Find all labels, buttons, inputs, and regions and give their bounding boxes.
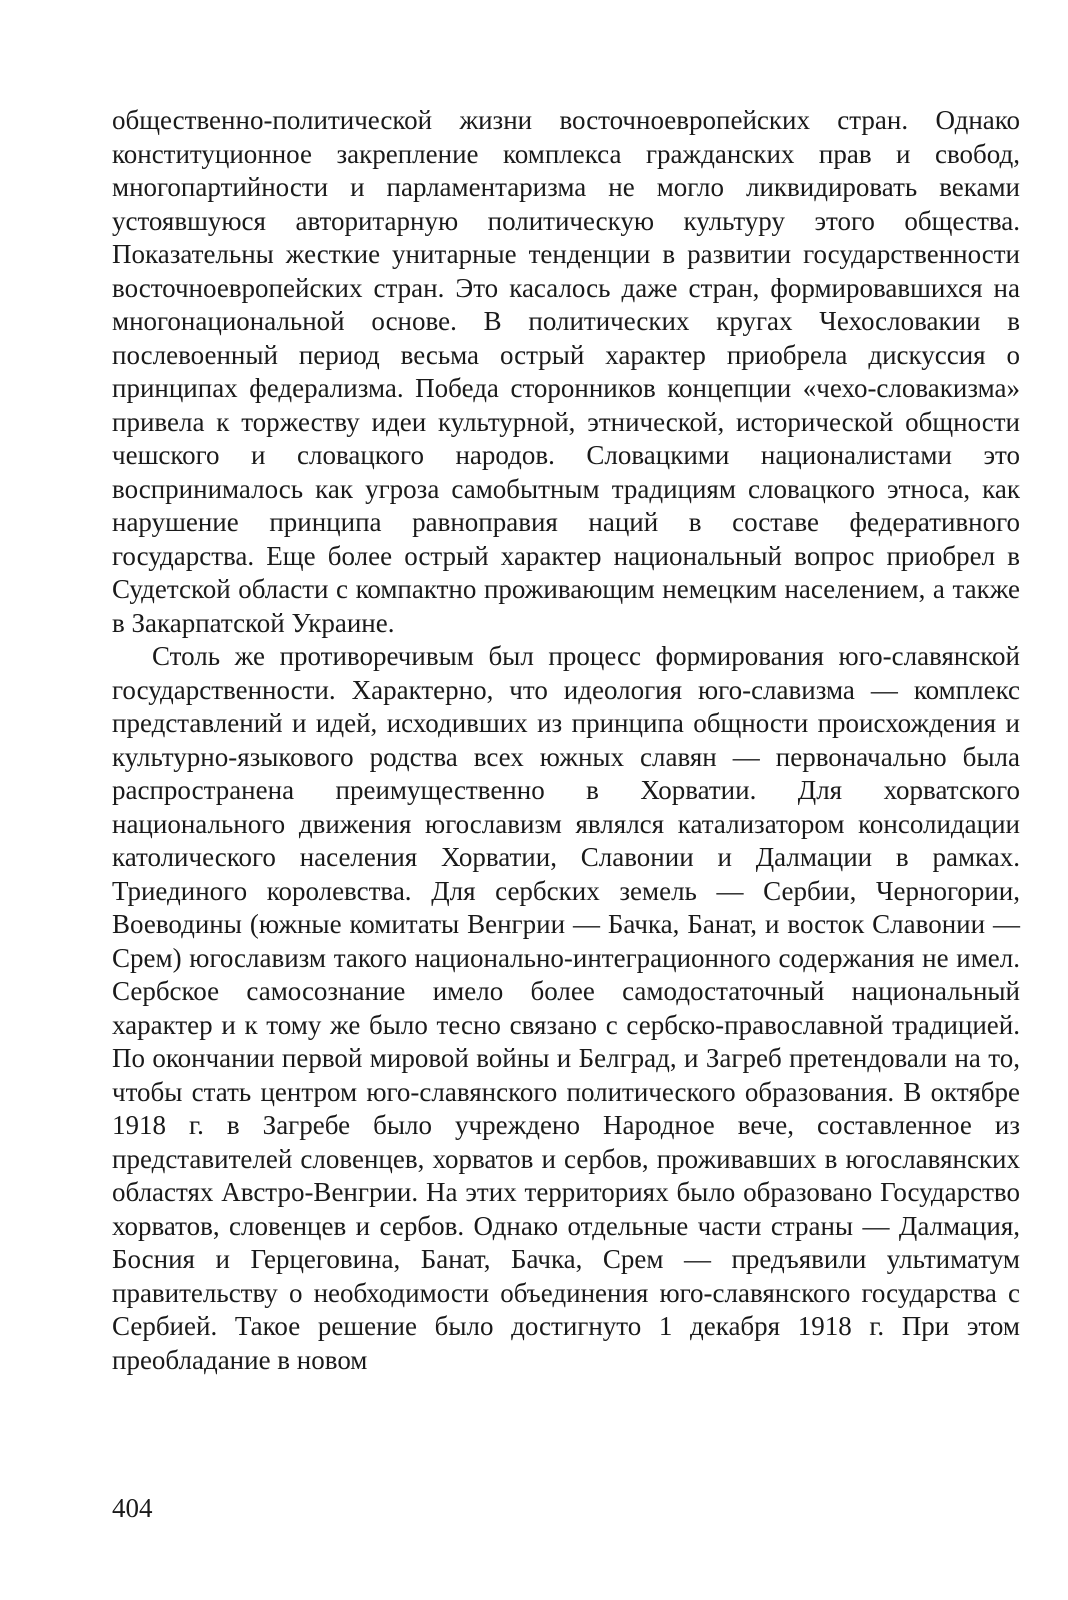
- page-body: [112, 104, 1020, 1377]
- page-number: 404: [112, 1493, 153, 1523]
- paragraph-yugoslav-statehood: Столь же противоречивым был процесс формирования юго-славянской государственности. Характерно, что идеология юго-славизма — комплекс представлений и идей, исходивших из принципа общности происхождения и культурно-языкового родства всех южных славян — первоначально была распространена преимущественно в Хорватии. Для хорватского национального движения югославизм являлся катализатором консолидации католического населения Хорватии, Славонии и Далмации в рамках. Триединого королевства. Для сербских земель — Сербии, Черногории, Воеводины (южные комитаты Венгрии — Бачка, Банат, и восток Славонии — Срем) югославизм такого национально-интеграционного содержания не имел. Сербское самосознание имело более самодостаточный национальный характер и к тому же было тесно связано с сербско-православной традицией. По окончании первой мировой войны и Белград, и Загреб претендовали на то, чтобы стать центром юго-славянского политического образования. В октябре 1918 г. в Загребе было учреждено Народное вече, составленное из представителей словенцев, хорватов и сербов, проживавших в югославянских областях Австро-Венгрии. На этих территориях было образовано Государство хорватов, словенцев и сербов. Однако отдельные части страны — Далмация, Босния и Герцеговина, Банат, Бачка, Срем — предъявили ультиматум правительству о необходимости объединения юго-славянского государства с Сербией. Такое решение было достигнуто 1 декабря 1918 г. При этом преобладание в новом: [112, 641, 1020, 1375]
- paragraph-continuation: общественно-политической жизни восточноевропейских стран. Однако конституционное закрепление комплекса гражданских прав и свобод, многопартийности и парламентаризма не могло ликвидировать веками устоявшуюся авторитарную политическую культуру этого общества. Показательны жесткие унитарные тенденции в развитии государственности восточноевропейских стран. Это касалось даже стран, формировавшихся на многонациональной основе. В политических кругах Чехословакии в послевоенный период весьма острый характер приобрела дискуссия о принципах федерализма. Победа сторонников концепции «чехо-словакизма» привела к торжеству идеи культурной, этнической, исторической общности чешского и словацкого народов. Словацкими националистами это воспринималось как угроза самобытным традициям словацкого этноса, как нарушение принципа равноправия наций в составе федеративного государства. Еще более острый характер национальный вопрос приобрел в Судетской области с компактно проживающим немецким населением, а также в Закарпатской Украине.: [112, 105, 1020, 638]
